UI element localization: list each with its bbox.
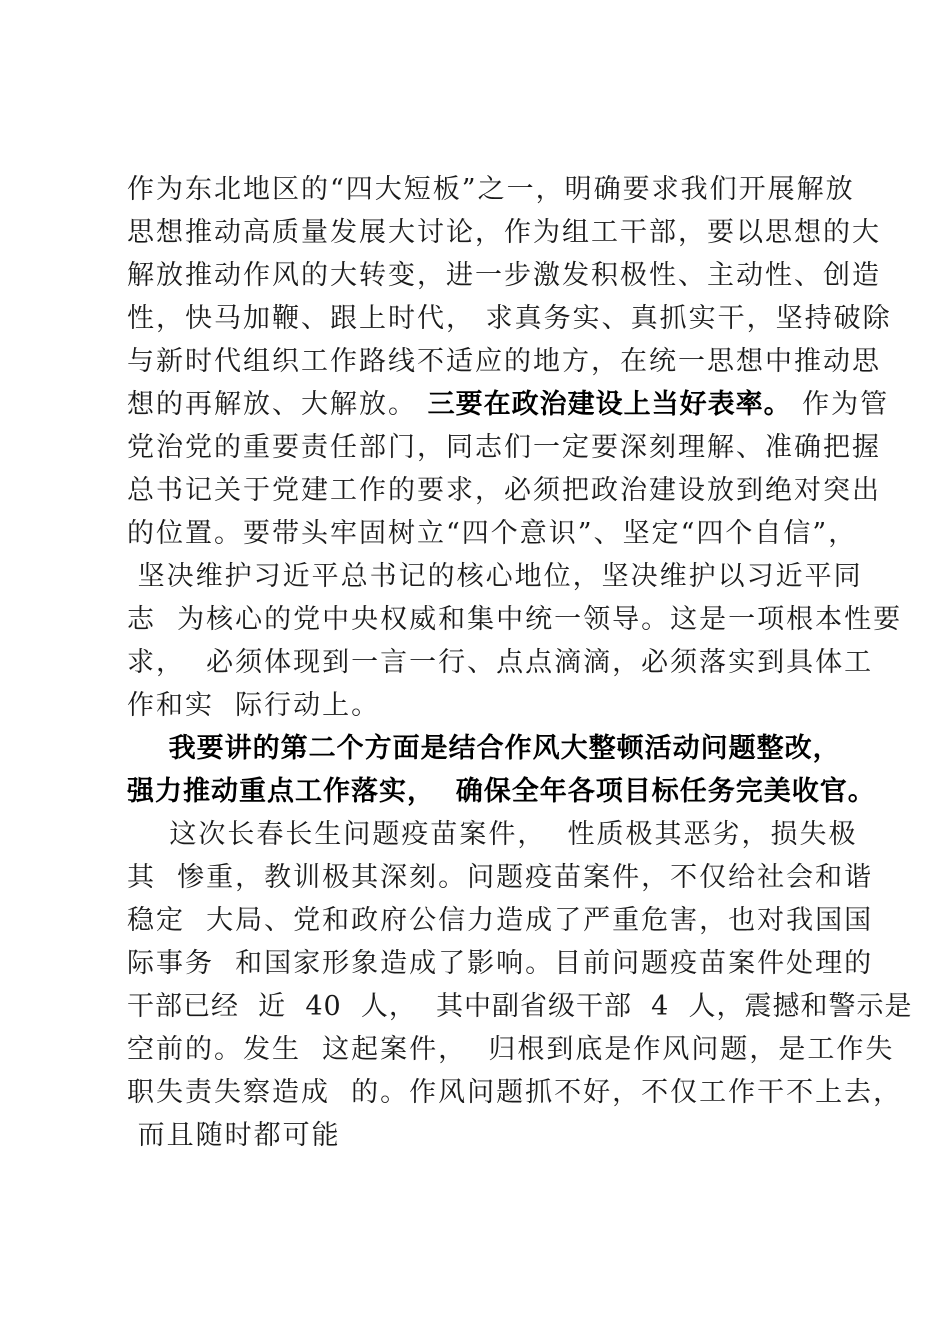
paragraph-line: 而且随时都可能	[127, 1120, 341, 1151]
paragraph-line: 性，快马加鞭、跟上时代， 求真务实、真抓实干，坚持破除	[127, 303, 892, 334]
paragraph-line: 思想推动高质量发展大讨论，作为组工干部，要以思想的大	[127, 217, 881, 248]
paragraph-line: 求， 必须体现到一言一行、点点滴滴，必须落实到具体工	[127, 647, 874, 678]
paragraph-line: 其 惨重，教训极其深刻。问题疫苗案件，不仅给社会和谐	[127, 862, 874, 893]
paragraph-line: 稳定 大局、党和政府公信力造成了严重危害，也对我国国	[127, 905, 874, 936]
paragraph-line: 作为东北地区的“四大短板”之一，明确要求我们开展解放	[127, 174, 855, 205]
emphasis-heading: 三要在政治建设上当好表率。	[427, 389, 792, 420]
paragraph-line: 党治党的重要责任部门，同志们一定要深刻理解、准确把握	[127, 432, 881, 463]
paragraph-line: 与新时代组织工作路线不适应的地方，在统一思想中推动思	[127, 346, 881, 377]
paragraph-line: 志 为核心的党中央权威和集中统一领导。这是一项根本性要	[127, 604, 903, 635]
section-heading-line: 我要讲的第二个方面是结合作风大整顿活动问题整改，	[127, 733, 841, 764]
paragraph-line: 解放推动作风的大转变，进一步激发积极性、主动性、创造	[127, 260, 881, 291]
paragraph-line: 空前的。发生 这起案件， 归根到底是作风问题，是工作失	[127, 1034, 895, 1065]
paragraph-line: 坚决维护习近平总书记的核心地位，坚决维护以习近平同	[127, 561, 863, 592]
section-heading-line: 强力推动重点工作落实， 确保全年各项目标任务完美收官。	[127, 776, 876, 807]
paragraph-line: 职失责失察造成 的。作风问题抓不好，不仅工作干不上去，	[127, 1077, 903, 1108]
paragraph-line: 作和实 际行动上。	[127, 690, 381, 721]
paragraph-text: 作为管	[791, 389, 890, 420]
paragraph-line: 干部已经 近 40 人， 其中副省级干部 4 人，震撼和警示是	[127, 991, 913, 1022]
paragraph-text: 想的再解放、大解放。	[127, 389, 428, 420]
paragraph-line-with-emphasis	[127, 387, 889, 423]
paragraph-line: 总书记关于党建工作的要求，必须把政治建设放到绝对突出	[127, 475, 881, 506]
paragraph-line: 的位置。要带头牢固树立“四个意识”、坚定“四个自信”，	[127, 518, 858, 549]
paragraph-line: 际事务 和国家形象造成了影响。目前问题疫苗案件处理的	[127, 948, 874, 979]
paragraph-line: 这次长春长生问题疫苗案件， 性质极其恶劣，损失极	[127, 819, 858, 850]
